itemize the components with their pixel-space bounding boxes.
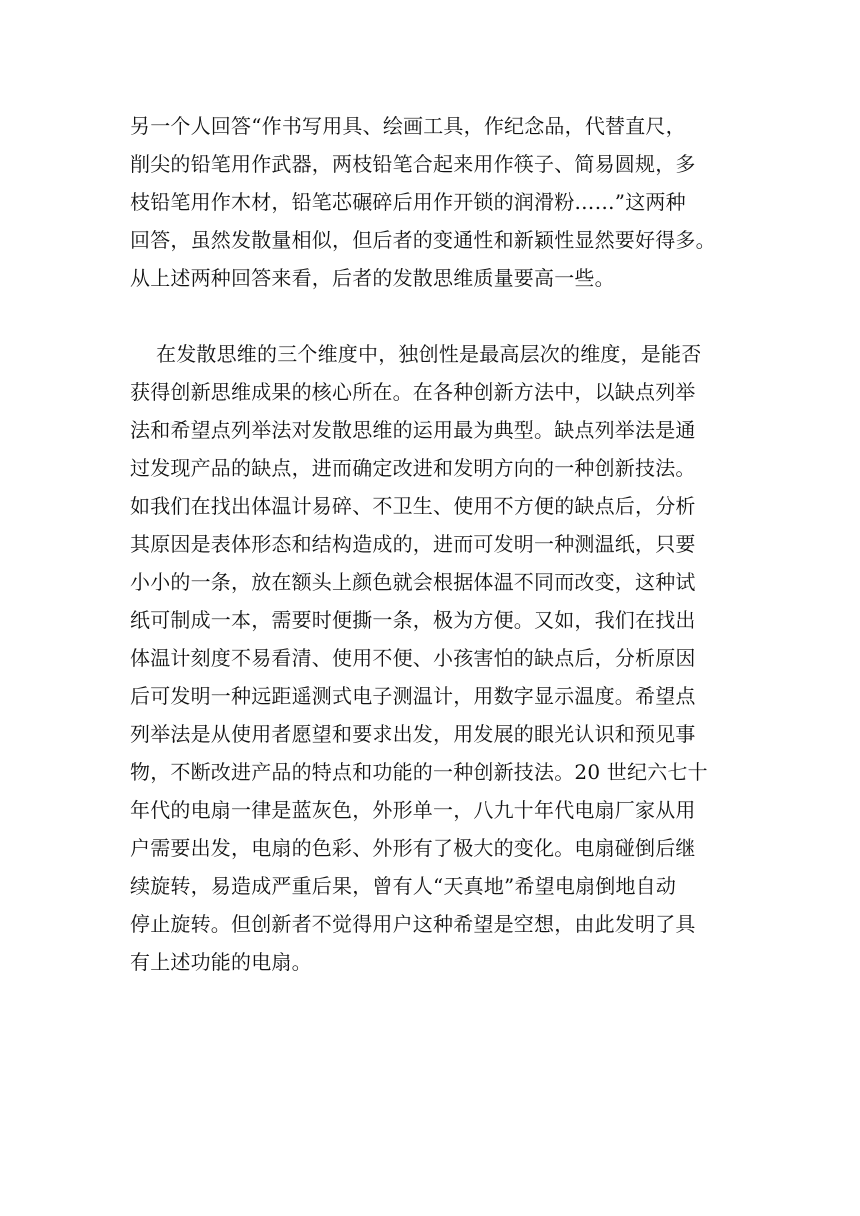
- paragraph-line: 体温计刻度不易看清、使用不便、小孩害怕的缺点后，分析原因: [130, 646, 696, 670]
- paragraph-line: 年代的电扇一律是蓝灰色，外形单一，八九十年代电扇厂家从用: [130, 798, 696, 822]
- paragraph-line: 回答，虽然发散量相似，但后者的变通性和新颖性显然要好得多。: [130, 228, 716, 252]
- paragraph-line: 物，不断改进产品的特点和功能的一种创新技法。20 世纪六七十: [130, 760, 708, 784]
- paragraph-line: 获得创新思维成果的核心所在。在各种创新方法中，以缺点列举: [130, 380, 696, 404]
- paragraph-line: 法和希望点列举法对发散思维的运用最为典型。缺点列举法是通: [130, 418, 696, 442]
- paragraph-line: 从上述两种回答来看，后者的发散思维质量要高一些。: [130, 266, 615, 290]
- paragraph-line: 枝铅笔用作木材，铅笔芯碾碎后用作开锁的润滑粉……”这两种: [130, 190, 686, 214]
- paragraph-2: [130, 335, 730, 981]
- paragraph-line: 在发散思维的三个维度中，独创性是最高层次的维度，是能否: [156, 342, 702, 366]
- paragraph-line: 过发现产品的缺点，进而确定改进和发明方向的一种创新技法。: [130, 456, 696, 480]
- paragraph-line: 续旋转，易造成严重后果，曾有人“天真地”希望电扇倒地自动: [130, 874, 677, 898]
- paragraph-line: 削尖的铅笔用作武器，两枝铅笔合起来用作筷子、简易圆规，多: [130, 152, 696, 176]
- paragraph-line: 户需要出发，电扇的色彩、外形有了极大的变化。电扇碰倒后继: [130, 836, 696, 860]
- paragraph-line: 纸可制成一本，需要时便撕一条，极为方便。又如，我们在找出: [130, 608, 696, 632]
- paragraph-line: 列举法是从使用者愿望和要求出发，用发展的眼光认识和预见事: [130, 722, 696, 746]
- paragraph-line: 后可发明一种远距遥测式电子测温计，用数字显示温度。希望点: [130, 684, 696, 708]
- paragraph-line: 有上述功能的电扇。: [130, 950, 312, 974]
- paragraph-line: 停止旋转。但创新者不觉得用户这种希望是空想，由此发明了具: [130, 912, 696, 936]
- paragraph-line: 其原因是表体形态和结构造成的，进而可发明一种测温纸，只要: [130, 532, 696, 556]
- paragraph-1: [130, 107, 730, 297]
- paragraph-line: 如我们在找出体温计易碎、不卫生、使用不方便的缺点后，分析: [130, 494, 696, 518]
- paragraph-line: 小小的一条，放在额头上颜色就会根据体温不同而改变，这种试: [130, 570, 696, 594]
- paragraph-line: 另一个人回答“作书写用具、绘画工具，作纪念品，代替直尺，: [130, 114, 686, 138]
